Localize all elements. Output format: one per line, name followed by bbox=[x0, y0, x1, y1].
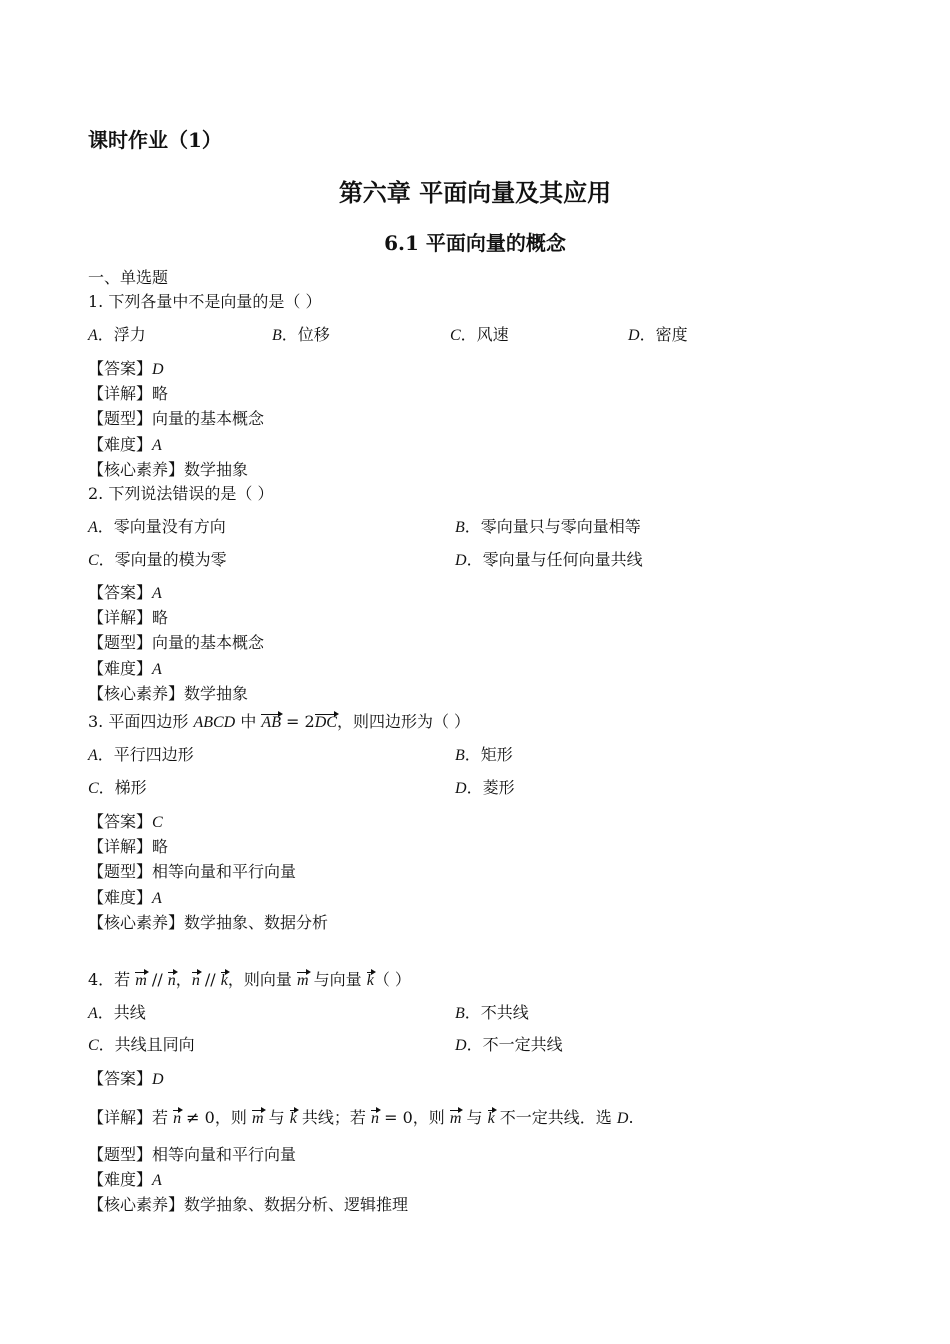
q2-detail: 【详解】略 bbox=[88, 608, 169, 627]
q3-option-b: B．矩形 bbox=[455, 745, 513, 764]
vector-m: m bbox=[296, 972, 309, 989]
vector-k: k bbox=[220, 972, 228, 989]
q3-detail: 【详解】略 bbox=[88, 837, 169, 856]
q3-answer: 【答案】C bbox=[88, 812, 163, 831]
chapter-title: 第六章 平面向量及其应用 bbox=[338, 178, 612, 207]
q3-option-c: C．梯形 bbox=[88, 778, 147, 797]
vector-n: n bbox=[191, 972, 200, 989]
q4-literacy: 【核心素养】数学抽象、数据分析、逻辑推理 bbox=[88, 1195, 409, 1214]
q4-answer: 【答案】D bbox=[88, 1069, 164, 1088]
q1-option-b: B．位移 bbox=[272, 325, 330, 344]
q4-option-a: A．共线 bbox=[88, 1003, 146, 1022]
q4-detail: 【详解】若 n ≠ 0，则 m 与 k 共线；若 n = 0，则 m 与 k 不一定共线．选 D. bbox=[88, 1108, 634, 1127]
q1-option-d: D．密度 bbox=[628, 325, 688, 344]
q2-literacy: 【核心素养】数学抽象 bbox=[88, 684, 249, 703]
vector-n: n bbox=[173, 1110, 182, 1127]
vector-n: n bbox=[167, 972, 176, 989]
q2-difficulty: 【难度】A bbox=[88, 659, 162, 678]
q4-type: 【题型】相等向量和平行向量 bbox=[88, 1145, 297, 1164]
q2-answer: 【答案】A bbox=[88, 583, 162, 602]
q2-stem: 2. 下列说法错误的是（ ） bbox=[88, 484, 274, 503]
vector-dc: DC bbox=[314, 714, 337, 731]
q3-literacy: 【核心素养】数学抽象、数据分析 bbox=[88, 913, 329, 932]
q4-option-d: D．不一定共线 bbox=[455, 1035, 563, 1054]
q1-detail: 【详解】略 bbox=[88, 384, 169, 403]
q1-type: 【题型】向量的基本概念 bbox=[88, 409, 265, 428]
q3-option-d: D．菱形 bbox=[455, 778, 515, 797]
q2-option-c: C．零向量的模为零 bbox=[88, 550, 227, 569]
q1-option-c: C．风速 bbox=[450, 325, 509, 344]
vector-k: k bbox=[366, 972, 374, 989]
q1-stem: 1. 下列各量中不是向量的是（ ） bbox=[88, 292, 322, 311]
q4-option-c: C．共线且同向 bbox=[88, 1035, 195, 1054]
q2-option-b: B．零向量只与零向量相等 bbox=[455, 517, 641, 536]
vector-m: m bbox=[251, 1110, 264, 1127]
q2-option-a: A．零向量没有方向 bbox=[88, 517, 226, 536]
q3-option-a: A．平行四边形 bbox=[88, 745, 194, 764]
vector-m: m bbox=[135, 972, 147, 989]
q1-difficulty: 【难度】A bbox=[88, 435, 162, 454]
q2-type: 【题型】向量的基本概念 bbox=[88, 633, 265, 652]
q4-difficulty: 【难度】A bbox=[88, 1170, 162, 1189]
vector-k: k bbox=[289, 1110, 297, 1127]
q1-answer: 【答案】D bbox=[88, 359, 164, 378]
vector-k: k bbox=[487, 1110, 495, 1127]
q1-literacy: 【核心素养】数学抽象 bbox=[88, 460, 249, 479]
q4-option-b: B．不共线 bbox=[455, 1003, 529, 1022]
homework-title: 课时作业（1） bbox=[88, 128, 222, 152]
q3-stem: 3. 平面四边形 ABCD 中 AB = 2DC，则四边形为（ ） bbox=[88, 712, 471, 731]
q2-option-d: D．零向量与任何向量共线 bbox=[455, 550, 643, 569]
question-category: 一、单选题 bbox=[88, 268, 169, 287]
q3-difficulty: 【难度】A bbox=[88, 888, 162, 907]
vector-m: m bbox=[449, 1110, 462, 1127]
quadrilateral-name: ABCD bbox=[193, 714, 236, 731]
q4-stem: 4．若 m // n，n // k，则向量 m 与向量 k（ ） bbox=[88, 970, 411, 989]
q1-option-a: A．浮力 bbox=[88, 325, 146, 344]
vector-n: n bbox=[371, 1110, 379, 1127]
section-title: 6.1 平面向量的概念 bbox=[384, 231, 566, 255]
vector-ab: AB bbox=[261, 714, 281, 731]
q3-type: 【题型】相等向量和平行向量 bbox=[88, 862, 297, 881]
